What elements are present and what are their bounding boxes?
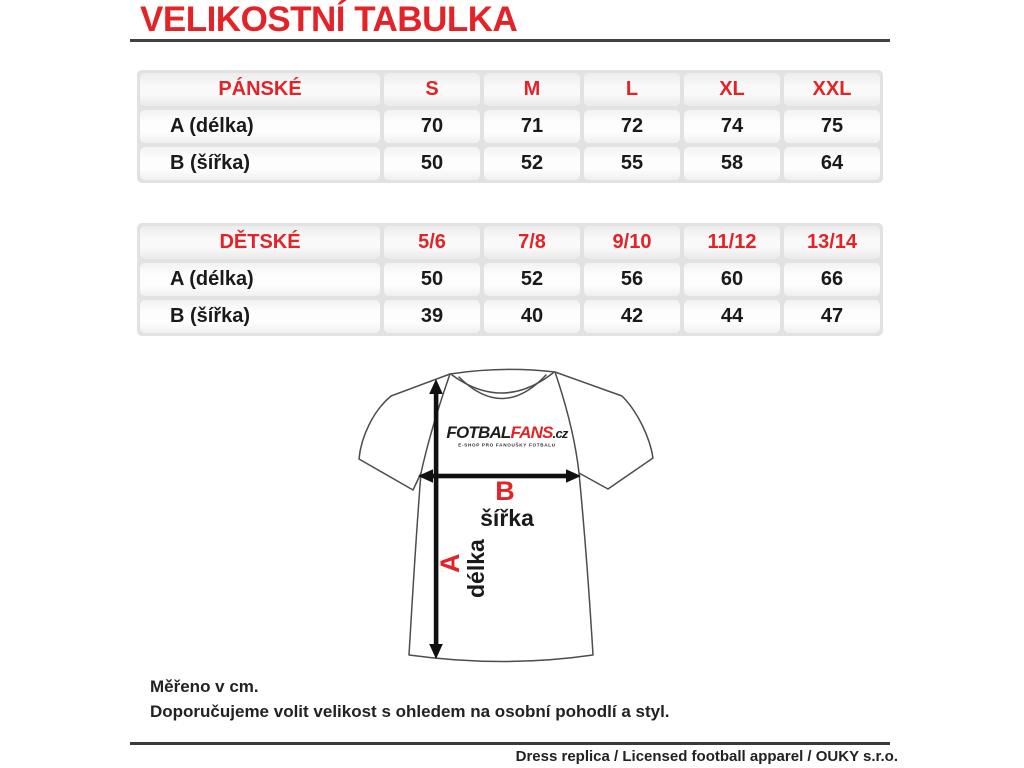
table-header-cell: 5/6 xyxy=(384,226,480,259)
table-header-cell: 11/12 xyxy=(684,226,780,259)
table-value-cell: 75 xyxy=(784,110,880,143)
footer-text: Dress replica / Licensed football apparel / OUKY s.r.o. xyxy=(515,748,898,765)
table-header-cell: M xyxy=(484,73,580,106)
table-value-cell: 64 xyxy=(784,147,880,180)
measurement-note xyxy=(150,674,670,724)
length-letter: A xyxy=(435,553,465,573)
width-letter: B xyxy=(495,476,515,506)
table-value-cell: 52 xyxy=(484,263,580,296)
table-value-cell: 72 xyxy=(584,110,680,143)
title-divider xyxy=(130,39,890,42)
table-value-cell: 56 xyxy=(584,263,680,296)
svg-text:FOTBALFANS.cz xyxy=(446,423,569,442)
table-value-cell: 71 xyxy=(484,110,580,143)
table-value-cell: 58 xyxy=(684,147,780,180)
note-line-2: Doporučujeme volit velikost s ohledem na osobní pohodlí a styl. xyxy=(150,702,670,721)
width-label: šířka xyxy=(480,505,534,531)
table-value-cell: 47 xyxy=(784,300,880,333)
table-header-cell: L xyxy=(584,73,680,106)
table-header-cell: DĚTSKÉ xyxy=(140,226,380,259)
table-value-cell: 55 xyxy=(584,147,680,180)
table-header-cell: XL xyxy=(684,73,780,106)
footer-divider xyxy=(130,742,890,745)
table-row-label: A (délka) xyxy=(140,110,380,143)
table-header-cell: 9/10 xyxy=(584,226,680,259)
table-header-cell: XXL xyxy=(784,73,880,106)
kids-size-table xyxy=(137,223,883,336)
logo-tagline: E-SHOP PRO FANOUŠKY FOTBALU xyxy=(458,442,556,448)
table-row-label: B (šířka) xyxy=(140,300,380,333)
table-value-cell: 39 xyxy=(384,300,480,333)
length-label: délka xyxy=(463,539,489,598)
fotbalfans-logo xyxy=(446,423,569,448)
logo-part-cz: .cz xyxy=(552,426,568,441)
table-value-cell: 44 xyxy=(684,300,780,333)
table-value-cell: 42 xyxy=(584,300,680,333)
table-row-label: A (délka) xyxy=(140,263,380,296)
page-title: VELIKOSTNÍ TABULKA xyxy=(140,0,518,39)
logo-part-fans: FANS xyxy=(510,423,553,442)
note-line-1: Měřeno v cm. xyxy=(150,677,259,696)
table-value-cell: 70 xyxy=(384,110,480,143)
table-header-cell: 13/14 xyxy=(784,226,880,259)
table-value-cell: 50 xyxy=(384,147,480,180)
mens-size-table xyxy=(137,70,883,183)
table-row-label: B (šířka) xyxy=(140,147,380,180)
table-value-cell: 50 xyxy=(384,263,480,296)
table-value-cell: 66 xyxy=(784,263,880,296)
tshirt-measurement-diagram xyxy=(355,360,685,680)
table-value-cell: 74 xyxy=(684,110,780,143)
table-value-cell: 60 xyxy=(684,263,780,296)
table-header-cell: S xyxy=(384,73,480,106)
table-value-cell: 52 xyxy=(484,147,580,180)
table-header-cell: 7/8 xyxy=(484,226,580,259)
table-value-cell: 40 xyxy=(484,300,580,333)
table-header-cell: PÁNSKÉ xyxy=(140,73,380,106)
logo-part-fotbal: FOTBAL xyxy=(446,423,511,442)
